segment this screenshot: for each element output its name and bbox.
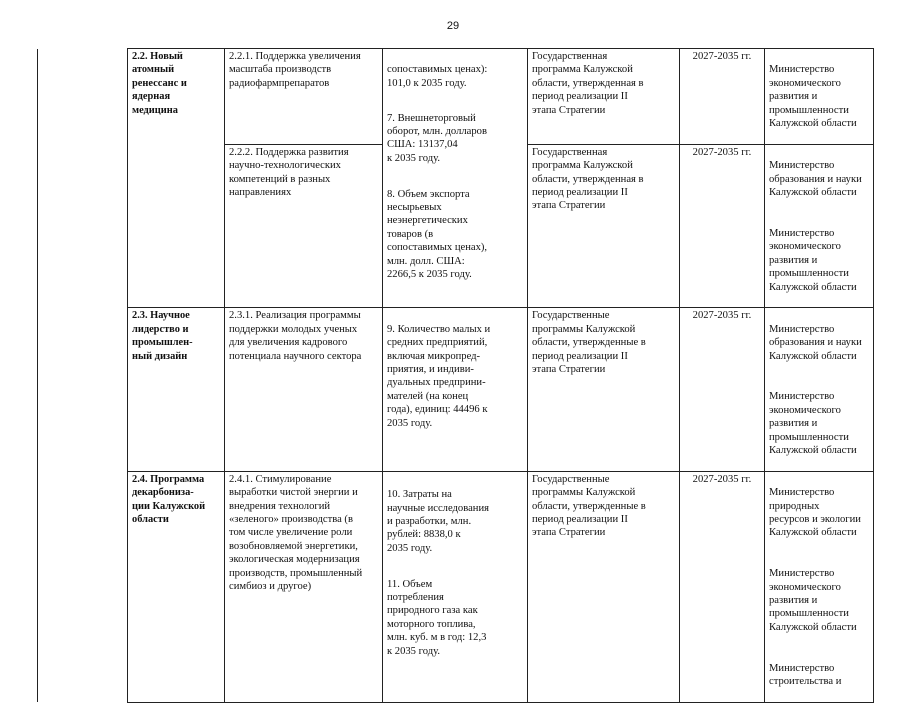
measure-cell: 2.2.2. Поддержка развития научно-технологических компетенций в разных направлениях — [225, 144, 383, 307]
ministry-item: Министерство экономического развития и промышленности Калужской области — [769, 64, 857, 130]
ministries-cell — [765, 144, 874, 307]
strategy-measures-table — [37, 48, 874, 703]
indicators-cell — [383, 308, 528, 471]
table-row — [38, 49, 874, 145]
indicator-item: 10. Затраты на научные исследования и разработки, млн. рублей: 8838,0 к 2035 году. — [387, 489, 489, 554]
measure-cell: 2.4.1. Стимулирование выработки чистой энергии и внедрения технологий «зеленого» производства (в том числе увеличение роли возобновляемой энергетики, экологическая модернизация производств, промышленный симбиоз и другое) — [225, 471, 383, 702]
direction-cell: 2.3. Научное лидерство и промышлен- ный дизайн — [128, 308, 225, 471]
ministry-item: Министерство образования и науки Калужской области — [769, 323, 862, 362]
indicator-item: 7. Внешнеторговый оборот, млн. долларов США: 13137,04 к 2035 году. — [387, 112, 487, 164]
document-cell: Государственная программа Калужской области, утвержденная в период реализации II этапа Стратегии — [528, 144, 680, 307]
indicator-item: 11. Объем потребления природного газа как моторного топлива, млн. куб. м в год: 12,3 к 2035 году. — [387, 578, 487, 657]
measure-cell: 2.2.1. Поддержка увеличения масштаба производств радиофармпрепаратов — [225, 49, 383, 145]
indicator-item: 9. Количество малых и средних предприятий, включая микропред- приятия, и индиви- дуальных предприни- мателей (на конец года), единиц: 44496 к 2035 году. — [387, 323, 491, 429]
ministry-item: Министерство образования и науки Калужской области — [769, 160, 862, 199]
empty-leading-column — [38, 49, 128, 703]
direction-cell: 2.2. Новый атомный ренессанс и ядерная медицина — [128, 49, 225, 308]
ministry-item: Министерство экономического развития и промышленности Калужской области — [769, 227, 857, 293]
ministry-item: Министерство экономического развития и промышленности Калужской области — [769, 568, 857, 633]
page-number: 29 — [446, 20, 460, 32]
document-cell: Государственные программы Калужской области, утвержденные в период реализации II этапа Стратегии — [528, 308, 680, 471]
ministries-cell — [765, 471, 874, 702]
ministries-cell — [765, 49, 874, 145]
indicator-item: сопоставимых ценах): 101,0 к 2035 году. — [387, 64, 488, 89]
table-row — [38, 471, 874, 702]
ministry-item: Министерство экономического развития и промышленности Калужской области — [769, 391, 857, 456]
period-cell: 2027-2035 гг. — [680, 49, 765, 145]
table-row — [38, 308, 874, 471]
ministries-cell — [765, 308, 874, 471]
period-cell: 2027-2035 гг. — [680, 144, 765, 307]
direction-cell: 2.4. Программа декарбониза- ции Калужской области — [128, 471, 225, 702]
measure-cell: 2.3.1. Реализация программы поддержки молодых ученых для увеличения кадрового потенциала научного сектора — [225, 308, 383, 471]
indicator-item: 8. Объем экспорта несырьевых неэнергетических товаров (в сопоставимых ценах), млн. долл. США: 2266,5 к 2035 году. — [387, 188, 488, 281]
ministry-item: Министерство строительства и — [769, 662, 842, 688]
ministry-item: Министерство природных ресурсов и экологии Калужской области — [769, 487, 861, 539]
document-cell: Государственные программы Калужской области, утвержденные в период реализации II этапа Стратегии — [528, 471, 680, 702]
indicators-cell — [383, 49, 528, 308]
indicators-cell — [383, 471, 528, 702]
period-cell: 2027-2035 гг. — [680, 308, 765, 471]
document-cell: Государственная программа Калужской области, утвержденная в период реализации II этапа Стратегии — [528, 49, 680, 145]
period-cell: 2027-2035 гг. — [680, 471, 765, 702]
